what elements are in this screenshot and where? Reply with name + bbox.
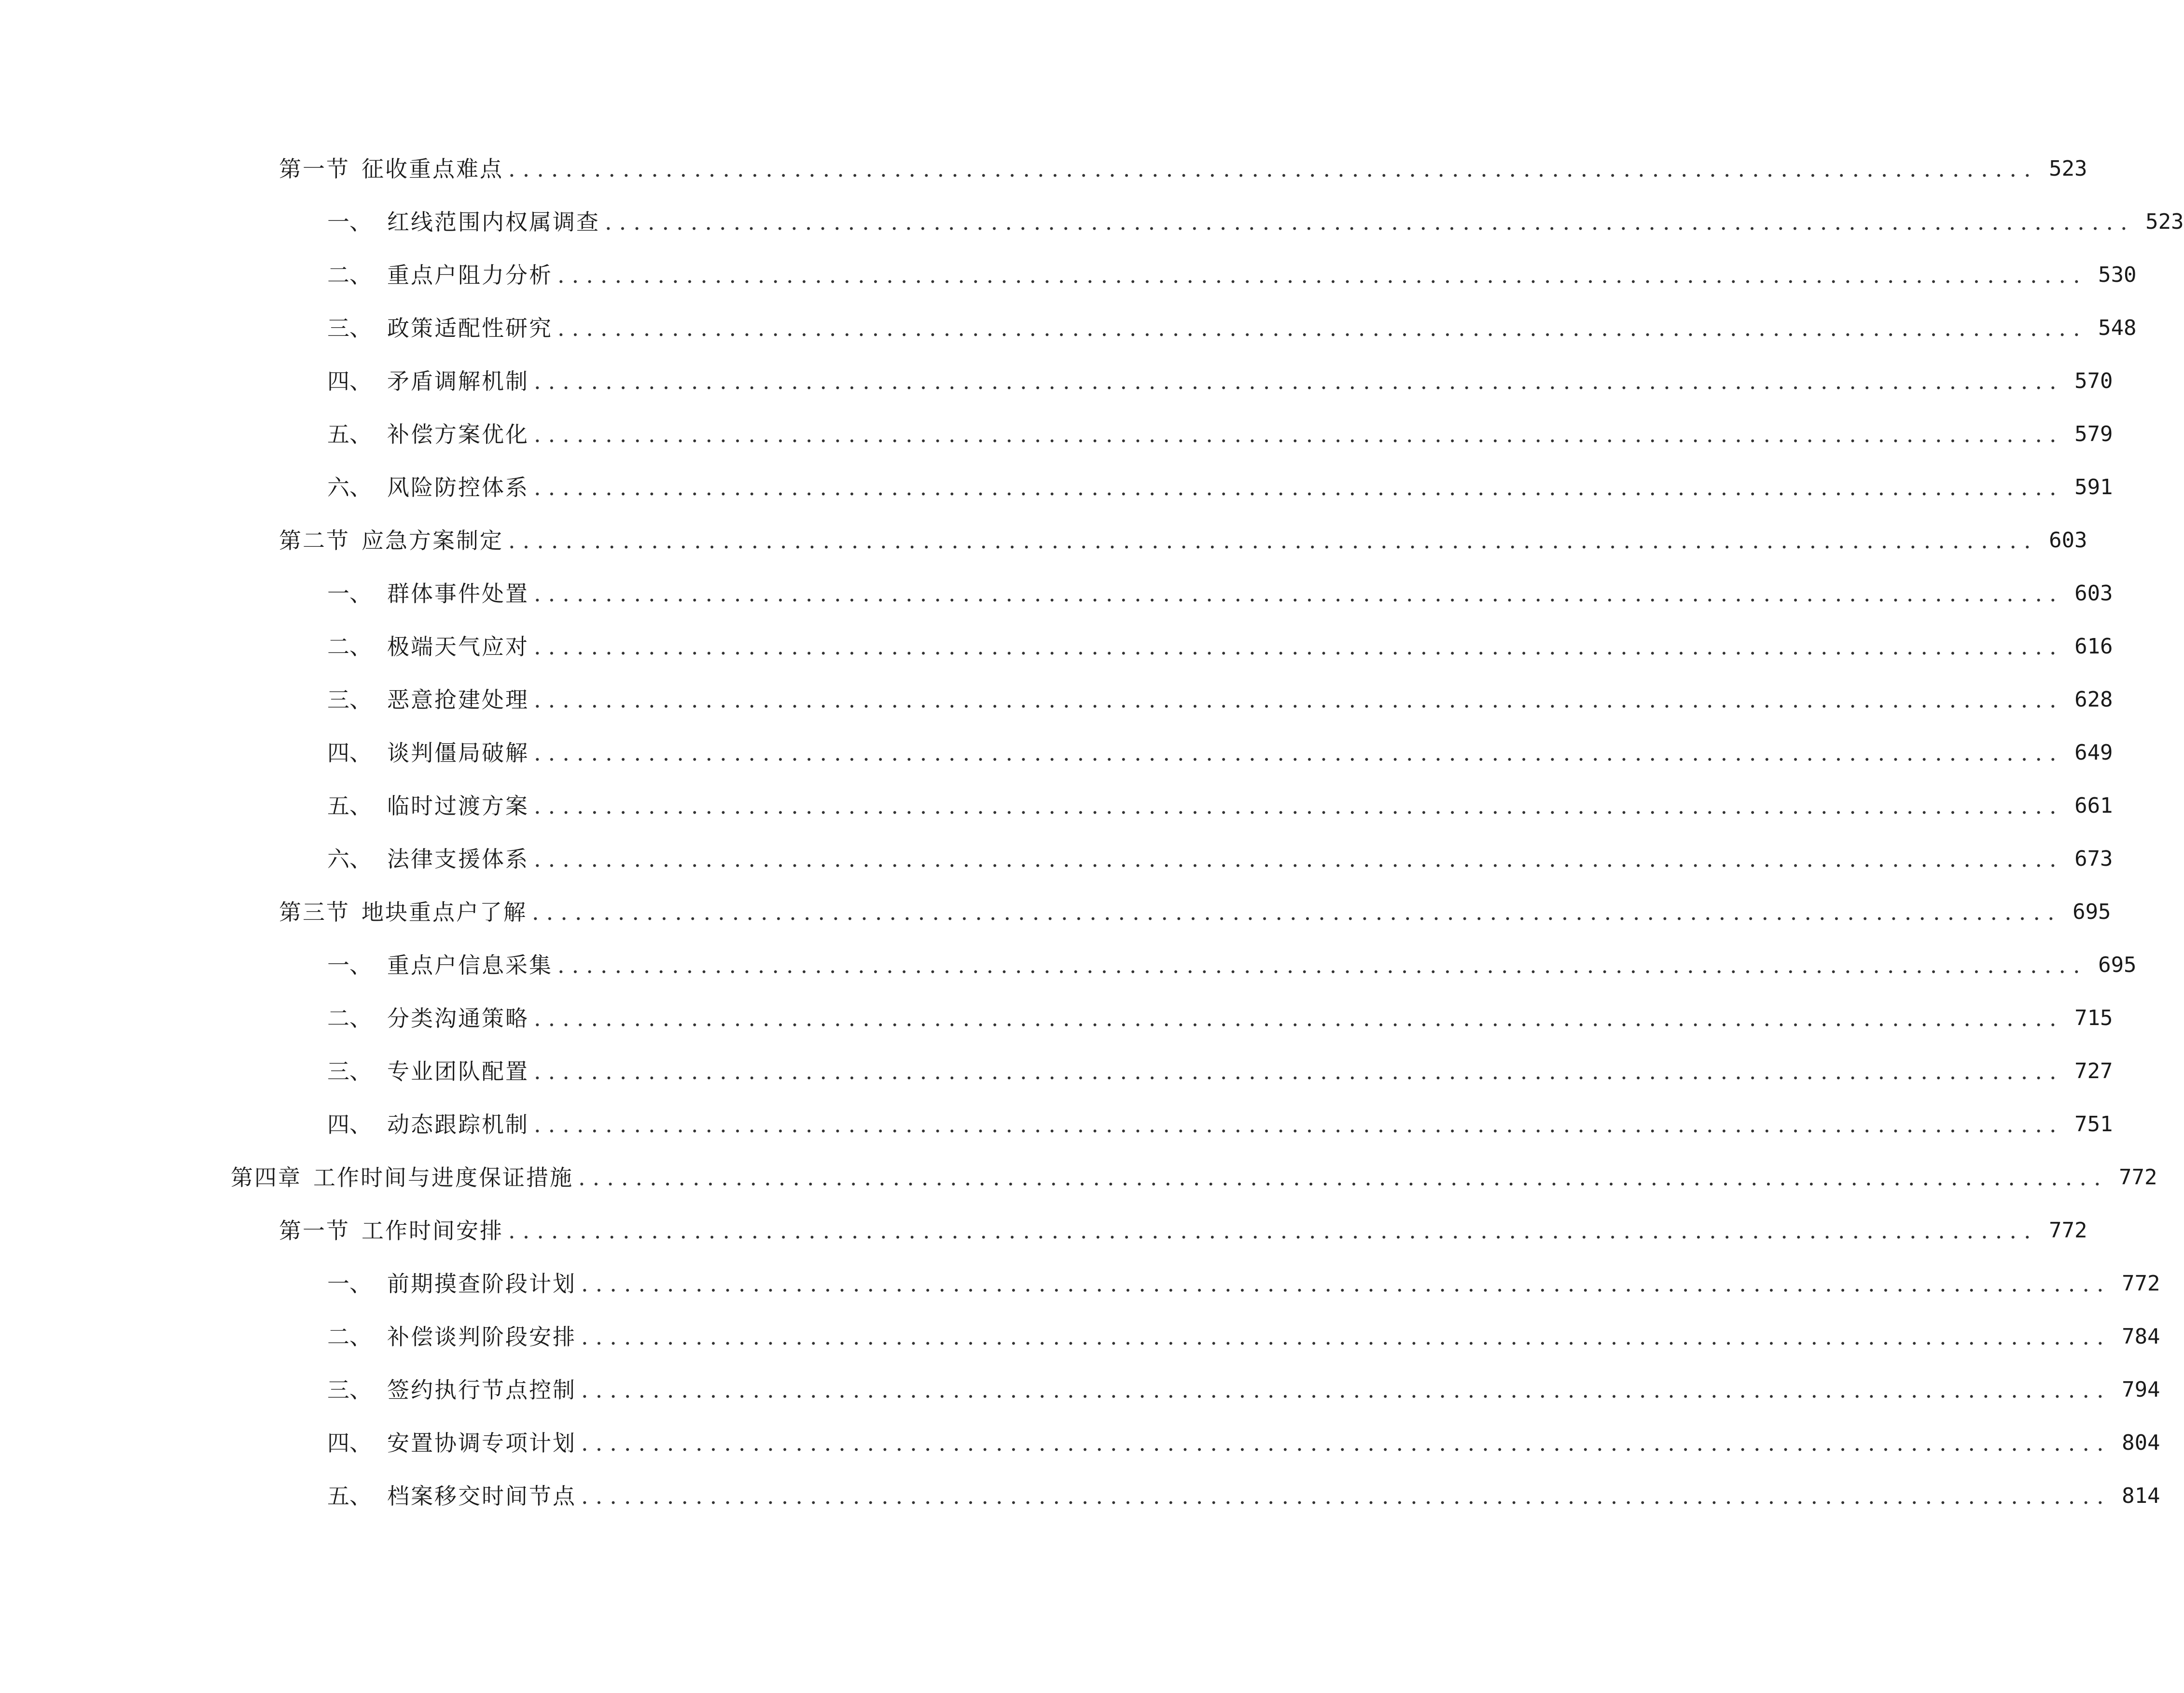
- toc-entry-label: 第二节: [279, 527, 350, 554]
- toc-entry[interactable]: [327, 1105, 2113, 1144]
- dot-leader: ...........................................................................................................: [534, 793, 2064, 819]
- toc-entry-title: 恶意抢建处理: [387, 687, 529, 713]
- toc-entry[interactable]: [279, 521, 2087, 560]
- toc-entry-title: 谈判僵局破解: [387, 740, 529, 766]
- toc-entry[interactable]: [327, 256, 2137, 294]
- toc-entry[interactable]: [327, 840, 2113, 878]
- toc-entry-label: 二、: [327, 634, 372, 660]
- toc-entry[interactable]: [327, 468, 2113, 507]
- toc-entry[interactable]: [327, 999, 2113, 1038]
- toc-entry-label: 三、: [327, 315, 372, 341]
- toc-entry[interactable]: [327, 1371, 2160, 1409]
- toc-entry-page: 628: [2074, 687, 2113, 712]
- toc-entry-title: 工作时间安排: [362, 1218, 503, 1244]
- dot-leader: ...........................................................................................................: [581, 1430, 2111, 1456]
- toc-entry-page: 695: [2098, 953, 2137, 977]
- dot-leader: ...........................................................................................................: [534, 634, 2064, 660]
- toc-entry-label: 一、: [327, 952, 372, 978]
- toc-entry-page: 715: [2074, 1006, 2113, 1030]
- toc-entry-page: 548: [2098, 316, 2137, 340]
- dot-leader: ...........................................................................................................: [557, 952, 2087, 978]
- toc-entry-title: 临时过渡方案: [387, 793, 529, 819]
- toc-entry-label: 第一节: [279, 156, 350, 182]
- toc-entry-title: 风险防控体系: [387, 474, 529, 500]
- toc-entry-title: 档案移交时间节点: [387, 1483, 576, 1509]
- dot-leader: ...........................................................................................................: [605, 209, 2135, 235]
- toc-entry-page: 804: [2122, 1430, 2160, 1455]
- toc-entry-page: 794: [2122, 1377, 2160, 1402]
- toc-entry-page: 603: [2074, 581, 2113, 606]
- dot-leader: ...........................................................................................................: [557, 262, 2087, 288]
- dot-leader: ...........................................................................................................: [508, 1218, 2038, 1244]
- dot-leader: ...........................................................................................................: [578, 1165, 2108, 1191]
- dot-leader: ...........................................................................................................: [534, 421, 2064, 447]
- toc-entry-title: 群体事件处置: [387, 581, 529, 607]
- toc-entry-page: 603: [2049, 528, 2087, 553]
- toc-entry-title: 矛盾调解机制: [387, 368, 529, 394]
- toc-entry-page: 727: [2074, 1059, 2113, 1083]
- dot-leader: ...........................................................................................................: [508, 156, 2038, 182]
- toc-entry-page: 772: [2122, 1271, 2160, 1296]
- toc-entry-title: 极端天气应对: [387, 634, 529, 660]
- toc-entry[interactable]: [279, 1211, 2087, 1250]
- toc-entry-page: 772: [2119, 1165, 2157, 1190]
- toc-entry-title: 地块重点户了解: [362, 899, 527, 925]
- dot-leader: ...........................................................................................................: [581, 1324, 2111, 1350]
- toc-entry-page: 649: [2074, 740, 2113, 765]
- dot-leader: ...........................................................................................................: [534, 740, 2064, 766]
- toc-entry-title: 应急方案制定: [362, 527, 503, 554]
- toc-entry-label: 三、: [327, 1058, 372, 1084]
- toc-entry[interactable]: [279, 150, 2087, 188]
- toc-entry-label: 五、: [327, 793, 372, 819]
- toc-entry-page: 814: [2122, 1484, 2160, 1508]
- toc-entry-label: 第三节: [279, 899, 350, 925]
- dot-leader: ...........................................................................................................: [508, 527, 2038, 554]
- dot-leader: ...........................................................................................................: [581, 1377, 2111, 1403]
- dot-leader: ...........................................................................................................: [534, 846, 2064, 872]
- toc-entry[interactable]: [327, 680, 2113, 719]
- dot-leader: ...........................................................................................................: [581, 1271, 2111, 1297]
- toc-entry[interactable]: [231, 1158, 2157, 1197]
- toc-entry-label: 一、: [327, 581, 372, 607]
- toc-entry-title: 政策适配性研究: [387, 315, 553, 341]
- toc-entry[interactable]: [327, 362, 2113, 401]
- toc-entry-title: 工作时间与进度保证措施: [313, 1165, 573, 1191]
- toc-entry-label: 五、: [327, 421, 372, 447]
- toc-entry[interactable]: [327, 203, 2184, 241]
- toc-entry-page: 616: [2074, 634, 2113, 659]
- toc-entry-title: 征收重点难点: [362, 156, 503, 182]
- toc-entry[interactable]: [327, 574, 2113, 613]
- toc-entry-title: 前期摸查阶段计划: [387, 1271, 576, 1297]
- toc-entry-label: 四、: [327, 368, 372, 394]
- toc-entry-label: 二、: [327, 1005, 372, 1031]
- toc-entry[interactable]: [327, 946, 2137, 985]
- toc-entry-page: 523: [2145, 209, 2184, 234]
- toc-entry-label: 二、: [327, 262, 372, 288]
- toc-entry-title: 分类沟通策略: [387, 1005, 529, 1031]
- toc-entry[interactable]: [279, 893, 2111, 931]
- toc-entry-page: 579: [2074, 422, 2113, 446]
- toc-entry[interactable]: [327, 627, 2113, 666]
- toc-entry[interactable]: [327, 1477, 2160, 1515]
- toc-entry-title: 签约执行节点控制: [387, 1377, 576, 1403]
- toc-entry[interactable]: [327, 1424, 2160, 1462]
- toc-entry-title: 安置协调专项计划: [387, 1430, 576, 1456]
- toc-entry-page: 695: [2073, 900, 2111, 924]
- toc-entry-label: 四、: [327, 1111, 372, 1138]
- toc-entry-label: 四、: [327, 740, 372, 766]
- toc-entry-label: 第一节: [279, 1218, 350, 1244]
- dot-leader: ...........................................................................................................: [557, 315, 2087, 341]
- toc-entry-page: 751: [2074, 1112, 2113, 1137]
- dot-leader: ...........................................................................................................: [534, 368, 2064, 394]
- toc-entry-page: 673: [2074, 846, 2113, 871]
- toc-entry-page: 523: [2049, 156, 2087, 181]
- toc-entry-title: 补偿方案优化: [387, 421, 529, 447]
- toc-entry-label: 六、: [327, 846, 372, 872]
- dot-leader: ...........................................................................................................: [534, 687, 2064, 713]
- toc-entry-label: 五、: [327, 1483, 372, 1509]
- toc-entry[interactable]: [327, 1318, 2160, 1356]
- toc-entry-title: 动态跟踪机制: [387, 1111, 529, 1138]
- dot-leader: ...........................................................................................................: [581, 1483, 2111, 1509]
- toc-entry-title: 重点户信息采集: [387, 952, 553, 978]
- toc-entry-title: 重点户阻力分析: [387, 262, 553, 288]
- toc-entry-label: 六、: [327, 474, 372, 500]
- toc-entry-label: 三、: [327, 687, 372, 713]
- toc-entry[interactable]: [327, 309, 2137, 347]
- toc-entry[interactable]: [327, 787, 2113, 825]
- toc-entry-label: 一、: [327, 209, 372, 235]
- toc-entry-title: 专业团队配置: [387, 1058, 529, 1084]
- toc-entry-page: 661: [2074, 793, 2113, 818]
- dot-leader: ...........................................................................................................: [534, 1111, 2064, 1138]
- dot-leader: ...........................................................................................................: [532, 899, 2062, 925]
- toc-entry-label: 四、: [327, 1430, 372, 1456]
- toc-entry-page: 784: [2122, 1324, 2160, 1349]
- toc-entry[interactable]: [327, 1264, 2160, 1303]
- toc-entry[interactable]: [327, 734, 2113, 772]
- toc-entry-label: 第四章: [231, 1165, 302, 1191]
- toc-entry-page: 530: [2098, 263, 2137, 287]
- toc-entry-page: 591: [2074, 475, 2113, 500]
- toc-entry-label: 二、: [327, 1324, 372, 1350]
- dot-leader: ...........................................................................................................: [534, 1058, 2064, 1084]
- dot-leader: ...........................................................................................................: [534, 581, 2064, 607]
- toc-entry-page: 570: [2074, 369, 2113, 393]
- toc-entry-page: 772: [2049, 1218, 2087, 1243]
- dot-leader: ...........................................................................................................: [534, 1005, 2064, 1031]
- toc-entry[interactable]: [327, 1052, 2113, 1091]
- toc-entry-title: 法律支援体系: [387, 846, 529, 872]
- toc-entry-label: 一、: [327, 1271, 372, 1297]
- toc-entry-title: 红线范围内权属调查: [387, 209, 600, 235]
- toc-entry[interactable]: [327, 415, 2113, 454]
- toc-entry-title: 补偿谈判阶段安排: [387, 1324, 576, 1350]
- toc-entry-label: 三、: [327, 1377, 372, 1403]
- dot-leader: ...........................................................................................................: [534, 474, 2064, 500]
